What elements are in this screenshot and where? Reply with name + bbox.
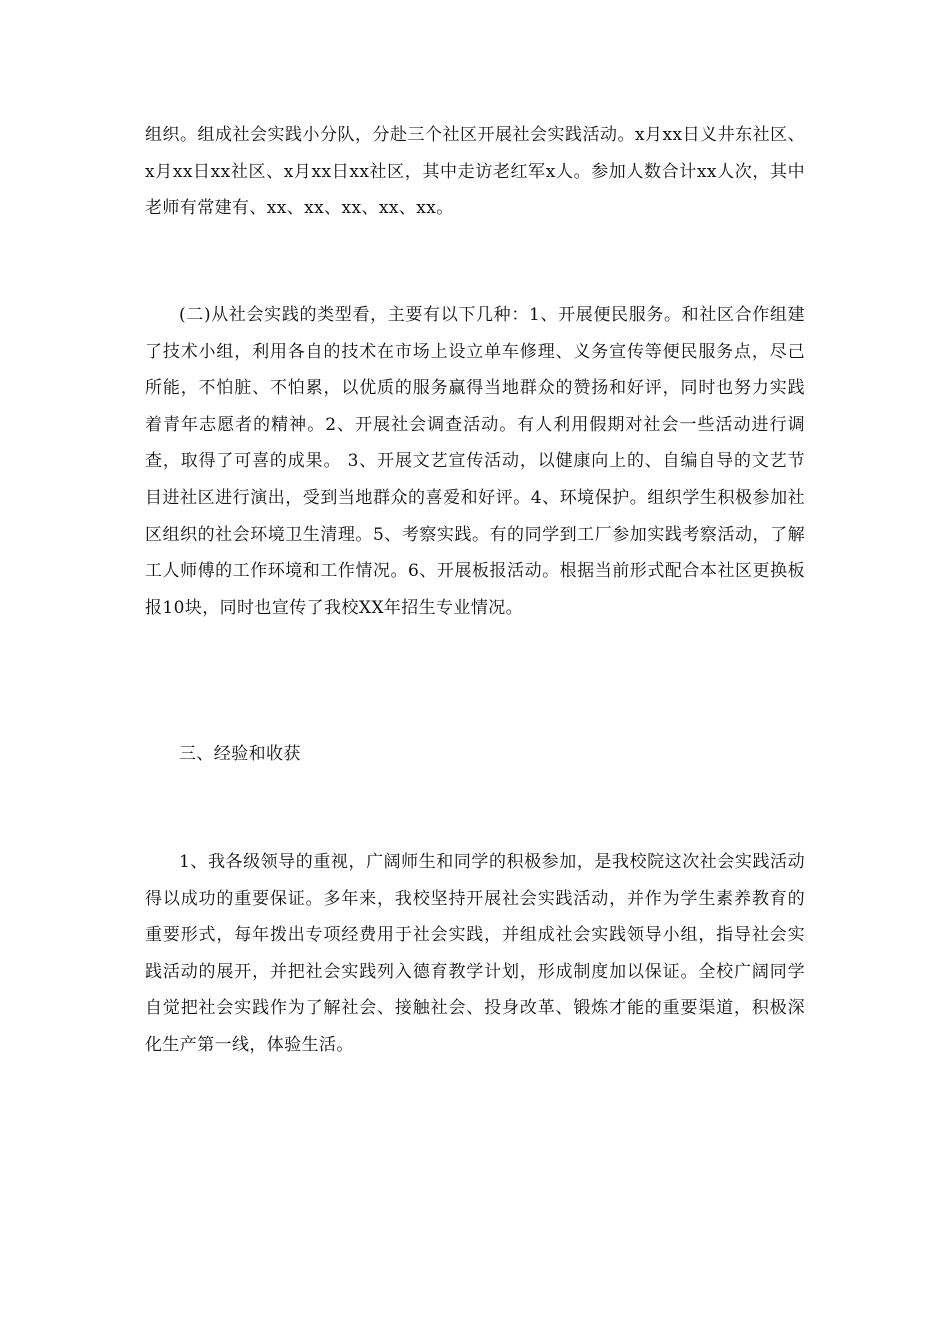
paragraph-experience: 1、我各级领导的重视，广阔师生和同学的积极参加，是我校院这次社会实践活动得以成功的重要保证。多年来，我校坚持开展社会实践活动，并作为学生素养教育的重要形式，每年拨出专项经费用于社会实践，并组成社会实践领导小组，指导社会实践活动的展开，并把社会实践列入德育教学计划，形成制度加以保证。全校广阔同学自觉把社会实践作为了解社会、接触社会、投身改革、锻炼才能的重要渠道，积极深化生产第一线，体验生活。 [145, 852, 805, 1055]
paragraph-practice-types: (二)从社会实践的类型看，主要有以下几种：1、开展便民服务。和社区合作组建了技术小组，利用各自的技术在市场上设立单车修理、义务宣传等便民服务点，尽己所能，不怕脏、不怕累，以优质的服务赢得当地群众的赞扬和好评，同时也努力实践着青年志愿者的精神。2、开展社会调查活动。有人利用假期对社会一些活动进行调查，取得了可喜的成果。 3、开展文艺宣传活动，以健康向上的、自编自导的文艺节目进社区进行演出，受到当地群众的喜爱和好评。4、环境保护。组织学生积极参加社区组织的社会环境卫生清理。5、考察实践。有的同学到工厂参加实践考察活动，了解工人师傅的工作环境和工作情况。6、开展板报活动。根据当前形式配合本社区更换板报10块，同时也宣传了我校XX年招生专业情况。 [145, 305, 805, 618]
section-heading: 三、经验和收获 [179, 744, 301, 764]
paragraph-community-activities: 组织。组成社会实践小分队，分赴三个社区开展社会实践活动。x月xx日义井东社区、x月xx日xx社区、x月xx日xx社区，其中走访老红军x人。参加人数合计xx人次，其中老师有常建有、xx、xx、xx、xx、xx。 [145, 125, 805, 219]
